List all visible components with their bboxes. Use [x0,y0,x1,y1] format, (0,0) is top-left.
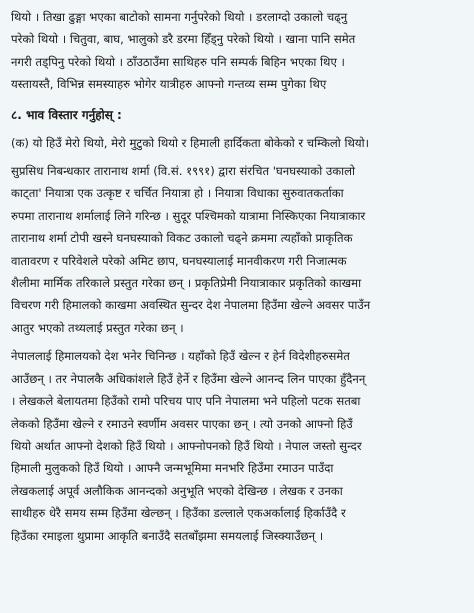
text-line: हिउँका रमाइला थुप्रामा आकृति बनाउँदै सतबाँझमा समयलाई जिस्क्याउँछन् । [11,528,324,543]
prompt-line-paragraph [11,132,465,154]
text-line: आउँछन् । तर नेपालकै अधिकांशले हिउँ हेर्ने र हिउँमा खेल्ने आनन्द लिन पाएका हुँदैनन् [11,371,366,386]
text-line: थियो । तिखा ढुङ्गा भएका बाटोको सामना गर्नुपरेको थियो । डरलाग्दो उकालो चढ्नु [11,10,348,24]
text-line: हिमाली मुलुकको हिउँ थियो । आफ्नै जन्मभूमिमा मनभरि हिउँमा रमाउन पाउँदा [11,461,334,476]
text-line: नेपाललाई हिमालयको देश भनेर चिनिन्छ । यहाँको हिउँ खेल्न र हेर्न विदेशीहरुसमेत [11,349,350,364]
section-heading: ८. भाव विस्तार गर्नुहोस् : [11,107,122,122]
text-line: लेकको हिउँमा खेल्ने र रमाउने स्वर्णीम अवसर पाएका छन् । त्यो उनको आफ्नो हिउँ [11,416,353,431]
text-line: थियो अर्थात आफ्नो देशको हिउँ थियो । आफ्नोपनको हिउँ थियो । नेपाल जस्तो सुन्दर [11,438,362,453]
intro-paragraph [11,6,465,96]
text-line: साथीहरु धेरै समय सम्म हिउँमा खेल्छन् । हिउँका डल्लाले एकअर्कालाई हिर्काउँदै र [11,506,346,521]
text-line: तारानाथ शर्मा टोपी खस्ने घनघस्याको विकट उकालो चढ्ने क्रममा त्यहाँको प्राकृतिक [11,231,353,246]
text-line: परेको थियो । चितुवा, बाघ, भालुको डरै डरमा हिँड्नु परेको थियो । खाना पानि समेत [11,32,356,47]
text-line: लेखकलाई अपूर्व अलौकिक आनन्दको अनुभूति भएको देखिन्छ । लेखक र उनका [11,483,343,498]
answer-paragraph-2 [11,345,465,547]
text-line: वातावरण र परिवेशले परेको अमिट छाप, घनघस्यालाई मानवीकरण गरी निजात्मक [11,253,347,268]
text-line: । लेखकले बेलायतमा हिउँको रामो परिचय पाए पनि नेपालमा भने पहिलो पटक सतबा [11,394,361,409]
text-line: आतुर भएको तथ्यलाई प्रस्तुत गरेका छन् । [11,320,184,335]
text-line: सुप्रसिध निबन्धकार तारानाथ शर्मा (वि.सं. १९९१) द्वारा संरचित 'घनघस्याको उकालो [11,164,356,179]
text-line: यस्तायस्तै, विभिन्न समस्याहरु भोगेर यात्रीहरु आफ्नो गन्तव्य सम्म पुगेका थिए [11,77,327,92]
answer-paragraph-1 [11,160,465,339]
text-line: रुपमा तारानाथ शर्मालाई लिने गरिन्छ । सुदूर पश्चिमको यात्रामा निस्किएका नियात्राकार [11,208,366,223]
text-line: विचरण गरी हिमालको काखमा अवस्थित सुन्दर देश नेपालमा हिउँमा खेल्ने अवसर पाउँन [11,298,371,313]
text-line: शैलीमा मार्मिक तरिकाले प्रस्तुत गरेका छन् । प्रकृतिप्रेमी नियात्राकार प्रकृतिको काखमा [11,276,362,291]
text-line: काट्ता' नियात्रा एक उत्कृष्ट र चर्चित नियात्रा हो । नियात्रा विधाका सुरुवातकर्ताका [11,186,344,201]
text-line: नगरी तड्पिनु परेको थियो । ठाँउठाउँमा साथिहरु पनि सम्पर्क बिहिन भएका थिए । [11,54,345,69]
prompt-line: (क) यो हिउँ मेरो थियो, मेरो मुटुको थियो र हिमाली हार्दिकता बोकेको र चम्किलो थियो। [11,135,369,150]
